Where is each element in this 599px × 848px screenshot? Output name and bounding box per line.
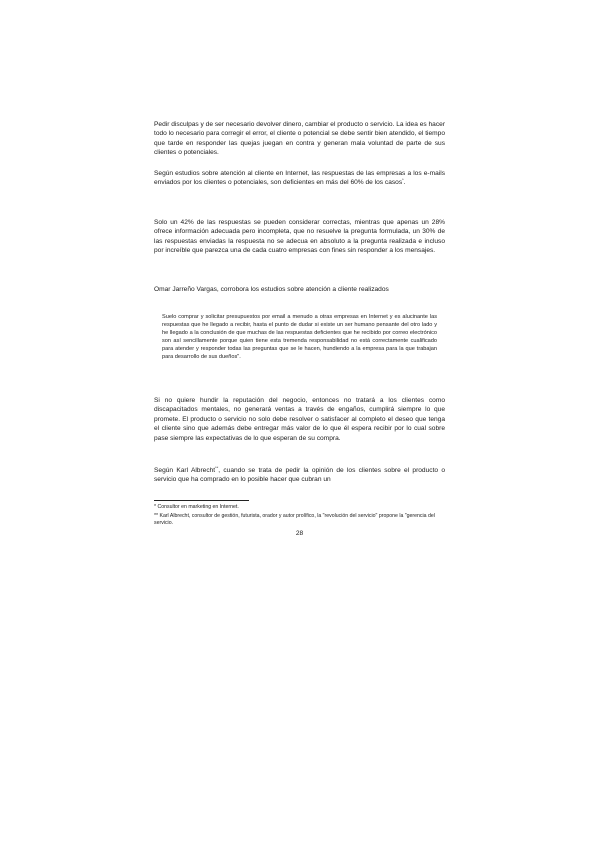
paragraph-albrecht [154, 466, 445, 485]
paragraph-author-note: Omar Jarreño Vargas, corrobora los estudios sobre atención a cliente realizados [154, 286, 389, 293]
paragraph-studies-text: Según estudios sobre atención al cliente en Internet, las respuestas de las empresas a los e-mails enviados por los clientes o potenciales, son deficientes en más del 60% de los casos [154, 170, 445, 187]
footnote-marker-1: * [402, 177, 404, 183]
paragraph-apology: Pedir disculpas y de ser necesario devolver dinero, cambiar el producto o servicio. La idea es hacer todo lo necesario para corregir el error, el cliente o potencial se debe sentir bien atendido, el tiempo que tarde en responder las quejas juegan en contra y generan mala voluntad de parte de sus clientes o potenciales. [154, 121, 446, 157]
paragraph-reputation: Si no quiere hundir la reputación del negocio, entonces no tratará a los clientes como discapacitados mentales, no generará ventas a través de engaños, cumplirá siempre lo que promete. El producto o servicio no solo debe resolver o satisfacer al completo el deseo que tenga el cliente sino que además debe entregar más valor de lo que él espera recibir por lo cual sobre pase siempre las expectativas de lo que esperan de su compra. [154, 397, 445, 442]
footnote-divider [154, 500, 249, 501]
page-number: 28 [295, 530, 304, 537]
footnote-2: ** Karl Albrecht, consultor de gestión, futurista, orador y autor prolífico, la "revolución del servicio" propone la "gerencia del servicio. [154, 513, 435, 527]
paragraph-studies-end: . [403, 179, 406, 187]
paragraph-albrecht-rest: , cuando se trata de pedir la opinión de los clientes sobre el producto o servicio que ha comprado en lo posible hacer que cubran un [154, 467, 445, 484]
block-quote: Suelo comprar y solicitar presupuestos por email a menudo a otras empresas en Internet y es alucinante las respuestas que he llegado a recibir, hasta el punto de dudar si existe un ser humano pensante del otro lado y he llegado a la conclusión de que muchas de las respuestas deficientes que he recibido por correo electrónico son así sencillamente porque quien tiene esta tremenda responsabilidad no está correctamente cualificado para atender y responder todas las preguntas que se le hacen, hundiendo a la empresa para la que trabajan para desarrollo de sus dueños". [162, 314, 437, 361]
footnote-marker-2: ** [215, 464, 219, 470]
paragraph-studies [154, 169, 445, 188]
paragraph-albrecht-text: Según Karl Albrecht [154, 467, 216, 474]
footnote-1: * Consultor en marketing en Internet. [154, 504, 239, 510]
paragraph-statistics: Solo un 42% de las respuestas se pueden considerar correctas, mientras que apenas un 28% ofrece información adecuada pero incompleta, que no resuelve la pregunta formulada, un 30% de las respuestas enviadas la respuesta no se adecua en absoluto a la pregunta realizada e incluso por increíble que parezca una de cada cuatro empresas con fines sin responder a los mensajes. [154, 219, 445, 255]
